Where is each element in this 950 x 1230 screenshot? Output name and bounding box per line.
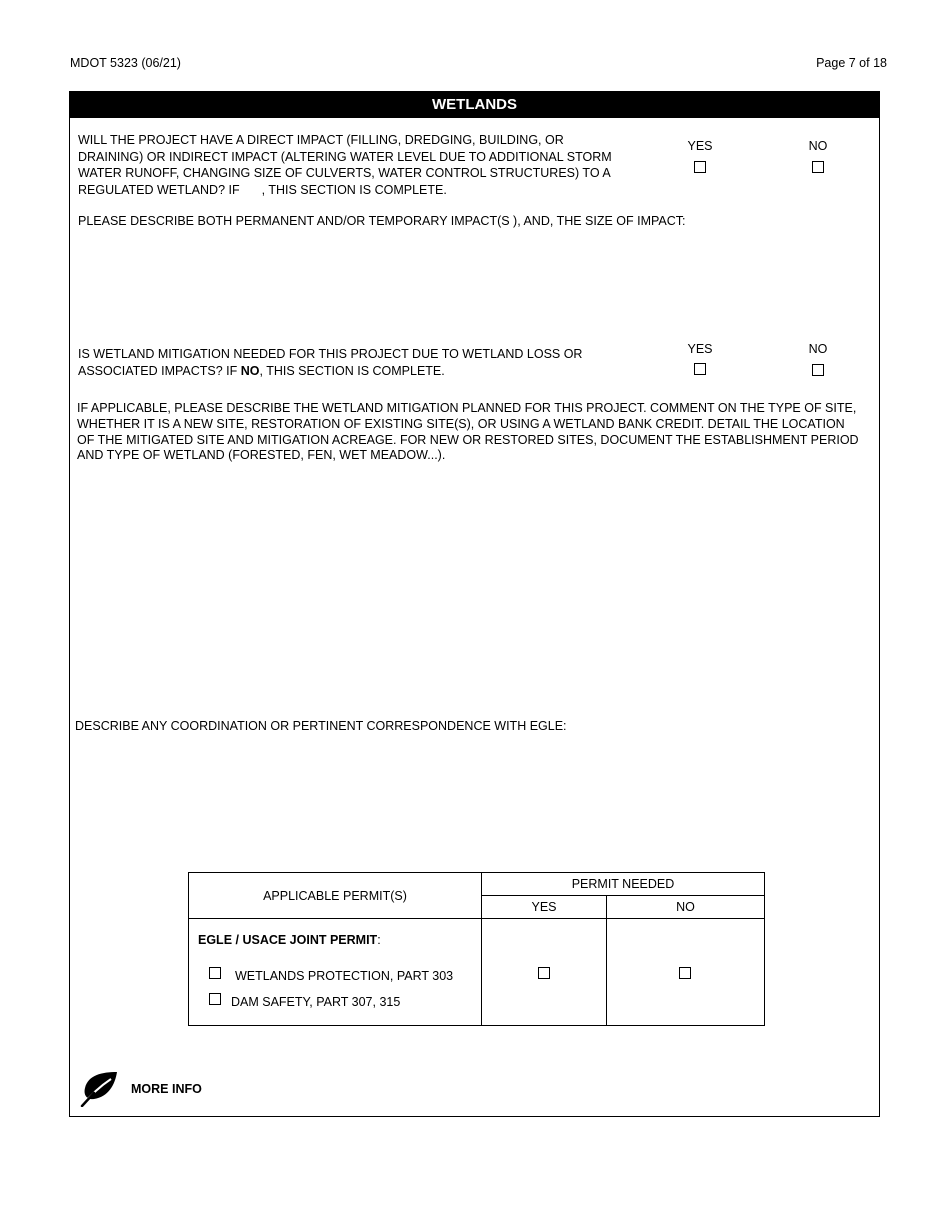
question-line: ASSOCIATED IMPACTS? IF NO, THIS SECTION IS COMPLETE. bbox=[78, 363, 445, 378]
form-id: MDOT 5323 (06/21) bbox=[70, 56, 181, 70]
question-line: IS WETLAND MITIGATION NEEDED FOR THIS PROJECT DUE TO WETLAND LOSS OR bbox=[78, 347, 583, 361]
mitigation-description-field[interactable] bbox=[77, 470, 867, 700]
permit-needed-header: PERMIT NEEDED bbox=[482, 873, 765, 896]
leaf-icon[interactable] bbox=[80, 1071, 118, 1112]
question-line: WILL THE PROJECT HAVE A DIRECT IMPACT (FILLING, DREDGING, BUILDING, OR bbox=[78, 133, 564, 147]
page-number: Page 7 of 18 bbox=[816, 56, 887, 70]
question-mitigation-needed bbox=[78, 346, 638, 379]
instruction-line: WHETHER IT IS A NEW SITE, RESTORATION OF EXISTING SITE(S), OR USING A WETLAND BANK CREDIT. DETAIL THE LOCATION bbox=[77, 416, 845, 431]
q2-yes-checkbox[interactable] bbox=[694, 363, 706, 375]
question-line: REGULATED WETLAND? IF , THIS SECTION IS COMPLETE. bbox=[78, 182, 447, 197]
instruction-line: IF APPLICABLE, PLEASE DESCRIBE THE WETLAND MITIGATION PLANNED FOR THIS PROJECT. COMMENT ON THE TYPE OF SITE, bbox=[77, 401, 857, 415]
coordination-field[interactable] bbox=[75, 740, 865, 860]
dam-safety-label: DAM SAFETY, PART 307, 315 bbox=[231, 995, 401, 1009]
impact-description-field[interactable] bbox=[78, 235, 868, 335]
q1-yes-checkbox[interactable] bbox=[694, 161, 706, 173]
permits-column-header: APPLICABLE PERMIT(S) bbox=[189, 873, 482, 919]
no-column-header: NO bbox=[607, 896, 765, 919]
permit-yes-checkbox[interactable] bbox=[538, 967, 550, 979]
section-title: WETLANDS bbox=[69, 91, 880, 118]
permit-no-checkbox[interactable] bbox=[679, 967, 691, 979]
dam-safety-checkbox[interactable] bbox=[209, 993, 221, 1005]
more-info-link[interactable]: MORE INFO bbox=[131, 1082, 202, 1096]
question-line: DRAINING) OR INDIRECT IMPACT (ALTERING WATER LEVEL DUE TO ADDITIONAL STORM bbox=[78, 149, 612, 164]
question-direct-impact bbox=[78, 132, 638, 198]
mitigation-instructions bbox=[77, 401, 867, 464]
joint-permit-cell bbox=[189, 919, 482, 1026]
coordination-label: DESCRIBE ANY COORDINATION OR PERTINENT CORRESPONDENCE WITH EGLE: bbox=[75, 719, 567, 733]
instruction-line: OF THE MITIGATED SITE AND MITIGATION ACREAGE. FOR NEW OR RESTORED SITES, DOCUMENT THE ESTABLISHMENT PERIOD bbox=[77, 432, 859, 447]
permit-no-cell bbox=[607, 919, 765, 1026]
wetlands-protection-label: WETLANDS PROTECTION, PART 303 bbox=[235, 969, 454, 983]
q2-yes-label: YES bbox=[687, 342, 713, 356]
instruction-line: AND TYPE OF WETLAND (FORESTED, FEN, WET MEADOW...). bbox=[77, 448, 446, 463]
q1-no-label: NO bbox=[808, 139, 828, 153]
q2-no-label: NO bbox=[808, 342, 828, 356]
q2-no-checkbox[interactable] bbox=[812, 364, 824, 376]
q1-no-checkbox[interactable] bbox=[812, 161, 824, 173]
joint-permit-title: EGLE / USACE JOINT PERMIT: bbox=[198, 933, 381, 947]
permits-table bbox=[188, 872, 765, 1026]
wetlands-protection-checkbox[interactable] bbox=[209, 967, 221, 979]
permit-yes-cell bbox=[482, 919, 607, 1026]
question-line: WATER RUNOFF, CHANGING SIZE OF CULVERTS, WATER CONTROL STRUCTURES) TO A bbox=[78, 166, 611, 180]
describe-impact-label: PLEASE DESCRIBE BOTH PERMANENT AND/OR TEMPORARY IMPACT(S ), AND, THE SIZE OF IMPACT: bbox=[78, 214, 686, 228]
q1-yes-label: YES bbox=[687, 139, 713, 153]
yes-column-header: YES bbox=[482, 896, 607, 919]
